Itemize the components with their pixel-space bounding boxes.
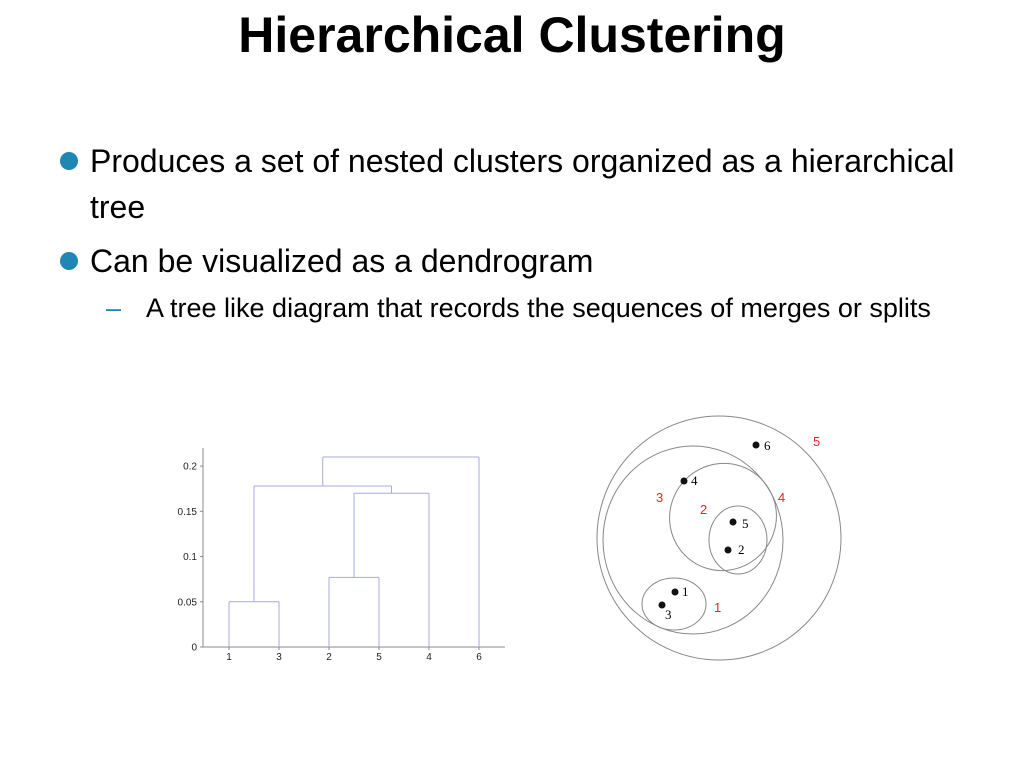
cluster-5-outline [597, 416, 841, 660]
sub-bullet-dash: – [106, 293, 122, 323]
bullet-text: Can be visualized as a dendrogram [90, 243, 594, 279]
bullet-dot-icon [60, 252, 78, 270]
x-tick-label: 6 [476, 652, 482, 663]
bullet-list [56, 138, 956, 328]
x-tick-label: 1 [226, 652, 232, 663]
cluster-label-1: 1 [714, 600, 722, 615]
bullet-item [56, 138, 956, 230]
point-1-marker [672, 589, 679, 596]
x-tick-label: 2 [326, 652, 332, 663]
slide-title: Hierarchical Clustering [238, 7, 786, 63]
y-tick-label: 0.1 [183, 552, 197, 564]
bullet-text: Produces a set of nested clusters organized as a hierarchical tree [90, 143, 955, 225]
cluster-label-4: 4 [778, 490, 786, 505]
x-tick-label: 5 [376, 652, 382, 663]
point-5-marker [730, 519, 737, 526]
point-5-label: 5 [742, 516, 749, 531]
cluster-1-outline [642, 578, 706, 630]
point-2-marker [725, 547, 732, 554]
point-4-label: 4 [691, 473, 698, 488]
y-tick-label: 0 [191, 642, 197, 654]
point-1-label: 1 [682, 584, 689, 599]
x-tick-label: 4 [426, 652, 432, 663]
point-6-label: 6 [764, 438, 771, 453]
y-tick-label: 0.15 [177, 506, 197, 518]
y-tick-label: 0.05 [177, 597, 197, 609]
point-6-marker [753, 442, 760, 449]
dendrogram-chart [160, 440, 520, 670]
nested-cluster-diagram [580, 405, 850, 675]
bullet-item [56, 238, 956, 284]
cluster-label-2: 2 [700, 502, 708, 517]
point-4-marker [681, 478, 688, 485]
y-tick-label: 0.2 [183, 461, 197, 473]
sub-bullet-item [56, 288, 956, 328]
x-tick-label: 3 [276, 652, 282, 663]
bullet-dot-icon [60, 152, 78, 170]
cluster-2-outline [709, 506, 767, 574]
sub-bullet-text: A tree like diagram that records the sequences of merges or splits [146, 293, 931, 323]
cluster-label-5: 5 [813, 434, 821, 449]
point-3-label: 3 [665, 607, 672, 622]
point-2-label: 2 [738, 542, 745, 557]
cluster-label-3: 3 [656, 490, 664, 505]
